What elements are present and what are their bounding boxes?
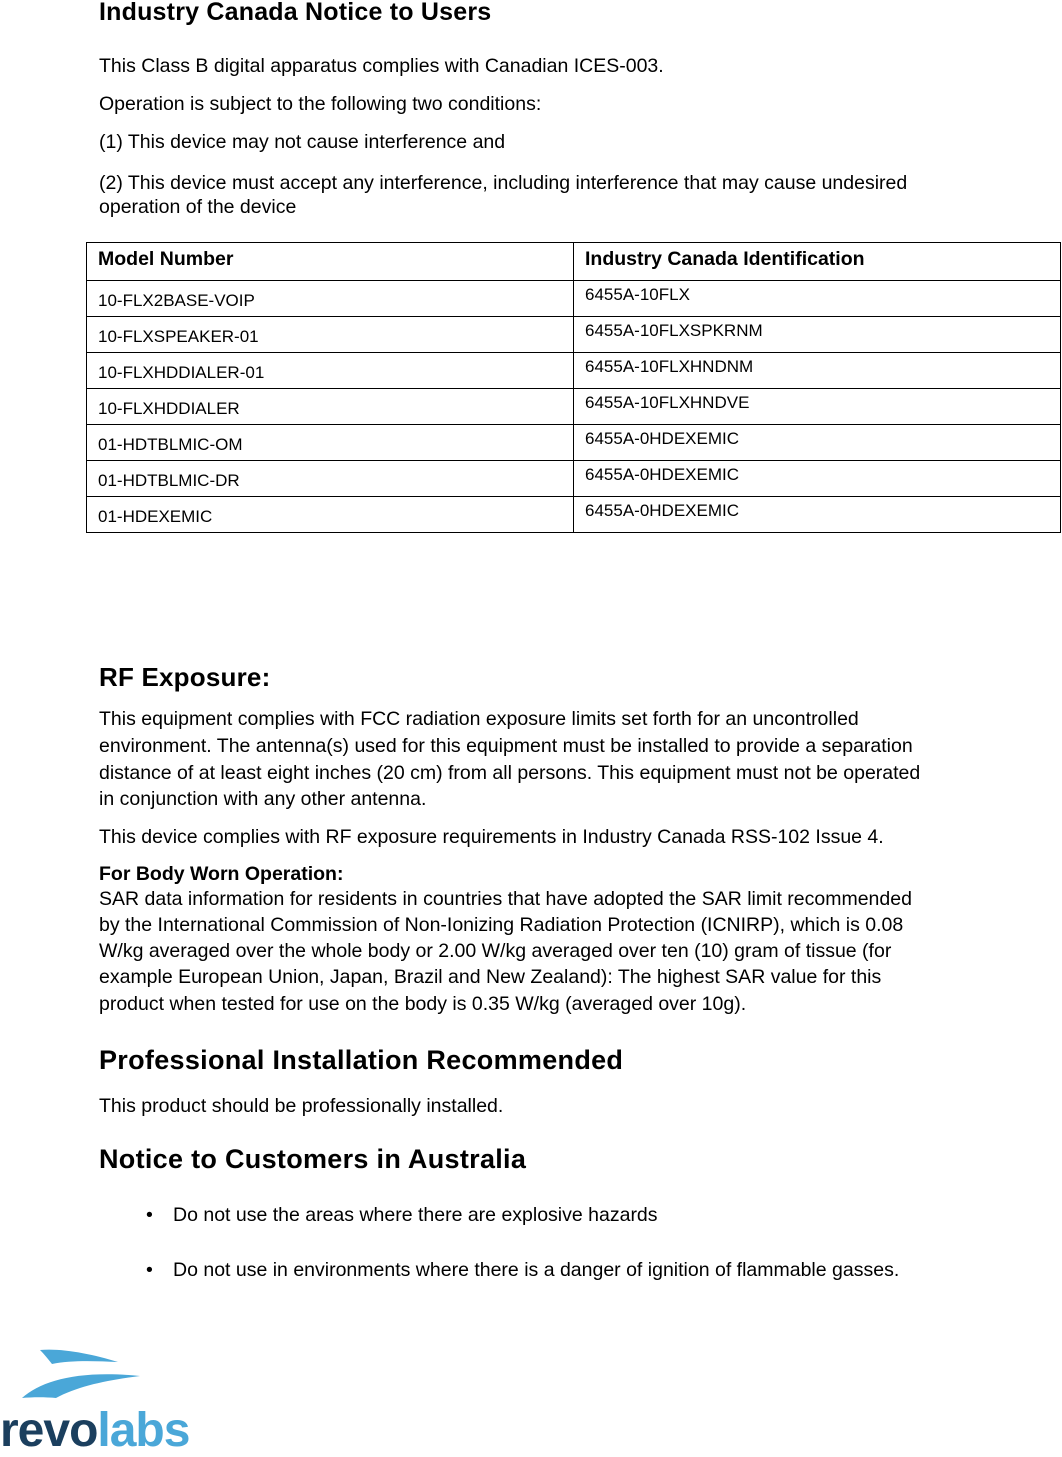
model-number-cell: 10-FLXSPEAKER-01 xyxy=(87,317,574,353)
shark-fin-icon xyxy=(0,1342,160,1412)
ic-paragraph-3: (1) This device may not cause interference and xyxy=(99,131,506,153)
bullet-icon: • xyxy=(146,1259,153,1281)
wordmark-labs: labs xyxy=(97,1404,190,1457)
ic-id-cell: 6455A-10FLX xyxy=(574,281,1061,317)
ic-paragraph-4-line-2: operation of the device xyxy=(99,196,297,218)
ic-paragraph-4-line-1: (2) This device must accept any interference, including interference that may cause undesired xyxy=(99,172,908,194)
ic-id-cell: 6455A-10FLXHNDNM xyxy=(574,353,1061,389)
ic-identification-table xyxy=(86,242,1061,533)
table-row xyxy=(87,425,1061,461)
industry-canada-title: Industry Canada Notice to Users xyxy=(99,0,492,26)
wordmark-revo: revo xyxy=(0,1404,98,1457)
table-row xyxy=(87,497,1061,533)
model-number-cell: 10-FLX2BASE-VOIP xyxy=(87,281,574,317)
body-worn-line-1: SAR data information for residents in countries that have adopted the SAR limit recommended xyxy=(99,888,912,910)
model-number-cell: 10-FLXHDDIALER-01 xyxy=(87,353,574,389)
bullet-icon: • xyxy=(146,1204,153,1226)
bullet-text: Do not use the areas where there are explosive hazards xyxy=(173,1204,658,1226)
ic-id-cell: 6455A-10FLXSPKRNM xyxy=(574,317,1061,353)
body-worn-line-4: example European Union, Japan, Brazil and New Zealand): The highest SAR value for this xyxy=(99,966,882,988)
rf-paragraph-1-line-2: environment. The antenna(s) used for this equipment must be installed to provide a separation xyxy=(99,735,913,757)
rf-paragraph-1-line-3: distance of at least eight inches (20 cm) from all persons. This equipment must not be operated xyxy=(99,762,921,784)
table-row xyxy=(87,317,1061,353)
table-header-row xyxy=(87,243,1061,281)
table-row xyxy=(87,461,1061,497)
table-row xyxy=(87,281,1061,317)
body-worn-line-3: W/kg averaged over the whole body or 2.00 W/kg averaged over ten (10) gram of tissue (for xyxy=(99,940,892,962)
model-number-cell: 01-HDEXEMIC xyxy=(87,497,574,533)
revolabs-wordmark xyxy=(0,1404,190,1457)
body-worn-line-5: product when tested for use on the body is 0.35 W/kg (averaged over 10g). xyxy=(99,993,747,1015)
bullet-text: Do not use in environments where there is a danger of ignition of flammable gasses. xyxy=(173,1259,900,1281)
body-worn-line-2: by the International Commission of Non-Ionizing Radiation Protection (ICNIRP), which is 0.08 xyxy=(99,914,904,936)
ic-id-cell: 6455A-0HDEXEMIC xyxy=(574,425,1061,461)
model-number-cell: 10-FLXHDDIALER xyxy=(87,389,574,425)
header-ic-identification: Industry Canada Identification xyxy=(574,243,1061,281)
rf-paragraph-1-line-1: This equipment complies with FCC radiation exposure limits set forth for an uncontrolled xyxy=(99,708,859,730)
rf-paragraph-2: This device complies with RF exposure requirements in Industry Canada RSS-102 Issue 4. xyxy=(99,826,884,848)
ic-paragraph-1: This Class B digital apparatus complies with Canadian ICES-003. xyxy=(99,55,664,77)
header-model-number: Model Number xyxy=(87,243,574,281)
rf-paragraph-1-line-4: in conjunction with any other antenna. xyxy=(99,788,427,810)
ic-id-cell: 6455A-10FLXHNDVE xyxy=(574,389,1061,425)
model-number-cell: 01-HDTBLMIC-OM xyxy=(87,425,574,461)
table-row xyxy=(87,389,1061,425)
ic-paragraph-2: Operation is subject to the following two conditions: xyxy=(99,93,542,115)
ic-id-cell: 6455A-0HDEXEMIC xyxy=(574,461,1061,497)
rf-exposure-title: RF Exposure: xyxy=(99,662,271,692)
professional-paragraph: This product should be professionally installed. xyxy=(99,1095,504,1117)
table-row xyxy=(87,353,1061,389)
model-number-cell: 01-HDTBLMIC-DR xyxy=(87,461,574,497)
australia-title: Notice to Customers in Australia xyxy=(99,1144,527,1174)
body-worn-title: For Body Worn Operation: xyxy=(99,863,344,885)
professional-installation-title: Professional Installation Recommended xyxy=(99,1045,624,1075)
ic-id-cell: 6455A-0HDEXEMIC xyxy=(574,497,1061,533)
